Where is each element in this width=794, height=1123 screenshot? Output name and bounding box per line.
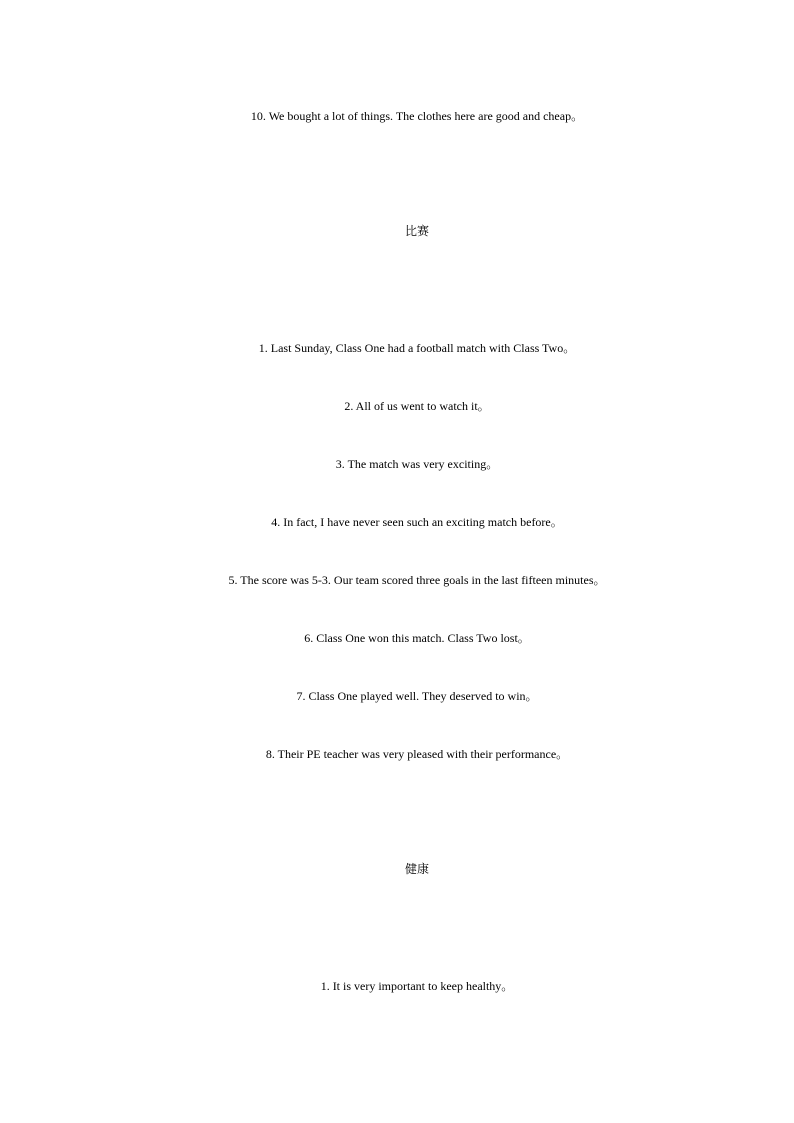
match-sentence-7: 7. Class One played well. They deserved to win。 <box>296 689 538 703</box>
health-sentence-1: 1. It is very important to keep healthy。 <box>320 979 514 993</box>
match-sentence-1: 1. Last Sunday, Class One had a football match with Class Two。 <box>258 341 576 355</box>
section-heading-match: 比赛 <box>404 224 429 238</box>
match-sentence-5: 5. The score was 5-3. Our team scored three goals in the last fifteen minutes。 <box>228 573 606 587</box>
intro-sentence: 10. We bought a lot of things. The clothes here are good and cheap。 <box>250 109 584 123</box>
match-sentence-3: 3. The match was very exciting。 <box>335 457 499 471</box>
match-sentence-8: 8. Their PE teacher was very pleased with their performance。 <box>265 747 569 761</box>
match-sentence-6: 6. Class One won this match. Class Two lost。 <box>304 631 530 645</box>
match-sentence-2: 2. All of us went to watch it。 <box>344 399 490 413</box>
section-heading-health: 健康 <box>404 862 429 876</box>
match-sentence-4: 4. In fact, I have never seen such an exciting match before。 <box>271 515 563 529</box>
